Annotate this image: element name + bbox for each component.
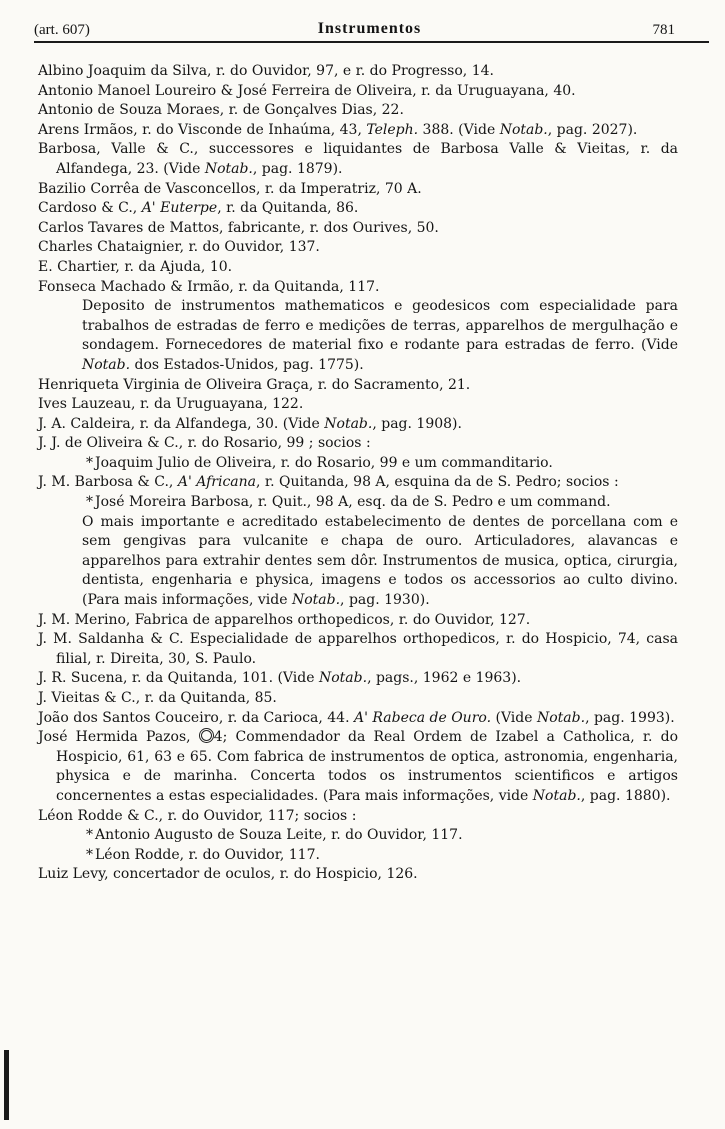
entry-text: José Moreira Barbosa, r. Quit., 98 A, esq. da de S. Pedro e um command. <box>95 494 611 511</box>
entry-text: J. A. Caldeira, r. da Alfandega, 30. (Vide <box>38 415 325 432</box>
asterisk-mark: * <box>86 846 93 863</box>
asterisk-mark: * <box>86 827 93 844</box>
entry-italic: A' Euterpe <box>141 200 218 217</box>
entry-text: , pag. 1880). <box>580 787 671 804</box>
page-header <box>34 18 705 42</box>
header-rule <box>34 41 709 43</box>
entry-italic: Notab. <box>536 709 586 726</box>
list-item <box>38 140 678 179</box>
order-insignia-icon <box>199 728 214 743</box>
list-item: Carlos Tavares de Mattos, fabricante, r. dos Ourives, 50. <box>38 219 439 236</box>
entry-text: dos Estados-Unidos, pag. 1775). <box>130 356 364 373</box>
list-item: Albino Joaquim da Silva, r. do Ouvidor, 97, e r. do Progresso, 14. <box>38 63 494 79</box>
entry-text: , pag. 1993). <box>585 709 675 726</box>
entry-italic: Notab. <box>291 592 341 609</box>
entry-text: Joaquim Julio de Oliveira, r. do Rosario, 99 e um commanditario. <box>95 454 553 471</box>
entry-text: 4; Commendador da Real Ordem de Izabel a Catholica, r. do Hospicio, 61, 63 e 65. Com fabrica de instrumentos de optica, astronomia, engenharia, physica e de marinha. Concerta todos os instrumentos scientificos e artigos concernentes a estas especialidades. (Para mais informações, vide <box>56 729 679 804</box>
list-item: J. M. Merino, Fabrica de apparelhos orthopedicos, r. do Ouvidor, 127. <box>38 611 531 628</box>
entry-text: 388. (Vide <box>418 121 500 138</box>
list-item <box>38 473 678 493</box>
entry-description <box>82 513 678 611</box>
list-item: Léon Rodde & C., r. do Ouvidor, 117; socios : <box>38 807 357 824</box>
list-item: Antonio de Souza Moraes, r. de Gonçalves Dias, 22. <box>38 102 404 119</box>
page-number: 781 <box>652 22 675 38</box>
list-item: E. Chartier, r. da Ajuda, 10. <box>38 258 233 275</box>
entry-text: J. M. Barbosa & C., <box>38 474 178 491</box>
entry-text: Arens Irmãos, r. do Visconde de Inhaúma, 43, <box>38 121 367 138</box>
entry-italic: A' Rabeca de Ouro. <box>354 709 492 726</box>
list-item <box>38 415 678 435</box>
list-item <box>38 728 679 806</box>
entry-italic: Notab. <box>324 415 373 432</box>
partner-item <box>86 454 678 474</box>
entry-text: José Hermida Pazos, <box>38 729 199 746</box>
entry-italic: Notab. <box>532 787 581 804</box>
partner-item <box>86 826 678 846</box>
entry-italic: Teleph. <box>366 121 419 138</box>
list-item: Charles Chataignier, r. do Ouvidor, 137. <box>38 239 320 256</box>
entry-text: (Vide <box>491 709 537 726</box>
entry-text: Deposito de instrumentos mathematicos e geodesicos com especialidade para trabalhos de estradas de ferro e medições de terras, apparelhos de mergulhação e sondagem. Fornecedores de material fixo e rodante para estradas de ferro. (Vide <box>82 298 678 354</box>
entry-text: Cardoso & C., <box>38 200 142 217</box>
entry-italic: Notab. <box>204 160 253 177</box>
list-item <box>38 709 678 729</box>
list-item: J. J. de Oliveira & C., r. do Rosario, 99 ; socios : <box>38 435 371 452</box>
entry-italic: Notab. <box>82 356 131 373</box>
list-item: Bazilio Corrêa de Vasconcellos, r. da Imperatriz, 70 A. <box>38 180 422 197</box>
list-item: Antonio Manoel Loureiro & José Ferreira de Oliveira, r. da Uruguayana, 40. <box>38 82 576 99</box>
list-item: J. M. Saldanha & C. Especialidade de apparelhos orthopedicos, r. do Hospicio, 74, casa filial, r. Direita, 30, S. Paulo. <box>38 631 678 667</box>
asterisk-mark: * <box>86 494 93 511</box>
entry-text: , pag. 1879). <box>252 160 343 177</box>
entry-text: O mais importante e acreditado estabelecimento de dentes de porcellana com e sem gengivas para vulcanite e chapa de ouro. Articuladores, alavancas e apparelhos para extrahir dentes sem dôr. Instrumentos de musica, optica, cirurgia, dentista, engenharia e physica, imagens e todos os accessorios ao culto divino. (Para mais informações, vide <box>82 513 678 609</box>
page-title: Instrumentos <box>317 20 422 37</box>
entry-text: Barbosa, Valle & C., successores e liquidantes de Barbosa Valle & Vieitas, r. da Alfandega, 23. (Vide <box>38 141 678 177</box>
partner-item <box>86 493 678 513</box>
asterisk-mark: * <box>86 454 93 471</box>
list-item: Fonseca Machado & Irmão, r. da Quitanda, 117. <box>38 278 380 295</box>
entry-text: Léon Rodde, r. do Ouvidor, 117. <box>95 846 320 863</box>
entry-text: , pag. 1930). <box>340 592 430 609</box>
entry-italic: Notab. <box>318 670 368 687</box>
entry-italic: A' Africana <box>177 474 257 491</box>
list-item <box>38 669 678 689</box>
list-item <box>38 199 678 219</box>
entry-text: J. R. Sucena, r. da Quitanda, 101. (Vide <box>38 670 319 687</box>
entry-italic: Notab. <box>499 121 548 138</box>
list-item <box>38 121 678 141</box>
list-item: Ives Lauzeau, r. da Uruguayana, 122. <box>38 396 304 413</box>
directory-body <box>38 62 678 885</box>
margin-mark <box>4 1050 9 1120</box>
entry-text: , pags., 1962 e 1963). <box>367 670 522 687</box>
entry-description <box>82 297 678 375</box>
list-item: Luiz Levy, concertador de oculos, r. do Hospicio, 126. <box>38 866 418 883</box>
partner-item <box>86 846 678 866</box>
list-item: J. Vieitas & C., r. da Quitanda, 85. <box>38 690 277 706</box>
article-ref: (art. 607) <box>34 22 90 38</box>
entry-text: Antonio Augusto de Souza Leite, r. do Ouvidor, 117. <box>95 827 463 844</box>
entry-text: , pag. 2027). <box>547 121 638 138</box>
entry-text: , r. Quitanda, 98 A, esquina da de S. Pedro; socios : <box>256 474 619 491</box>
list-item: Henriqueta Virginia de Oliveira Graça, r. do Sacramento, 21. <box>38 376 471 393</box>
entry-text: , r. da Quitanda, 86. <box>217 200 359 217</box>
entry-text: João dos Santos Couceiro, r. da Carioca, 44. <box>38 709 354 726</box>
entry-text: , pag. 1908). <box>372 415 462 432</box>
